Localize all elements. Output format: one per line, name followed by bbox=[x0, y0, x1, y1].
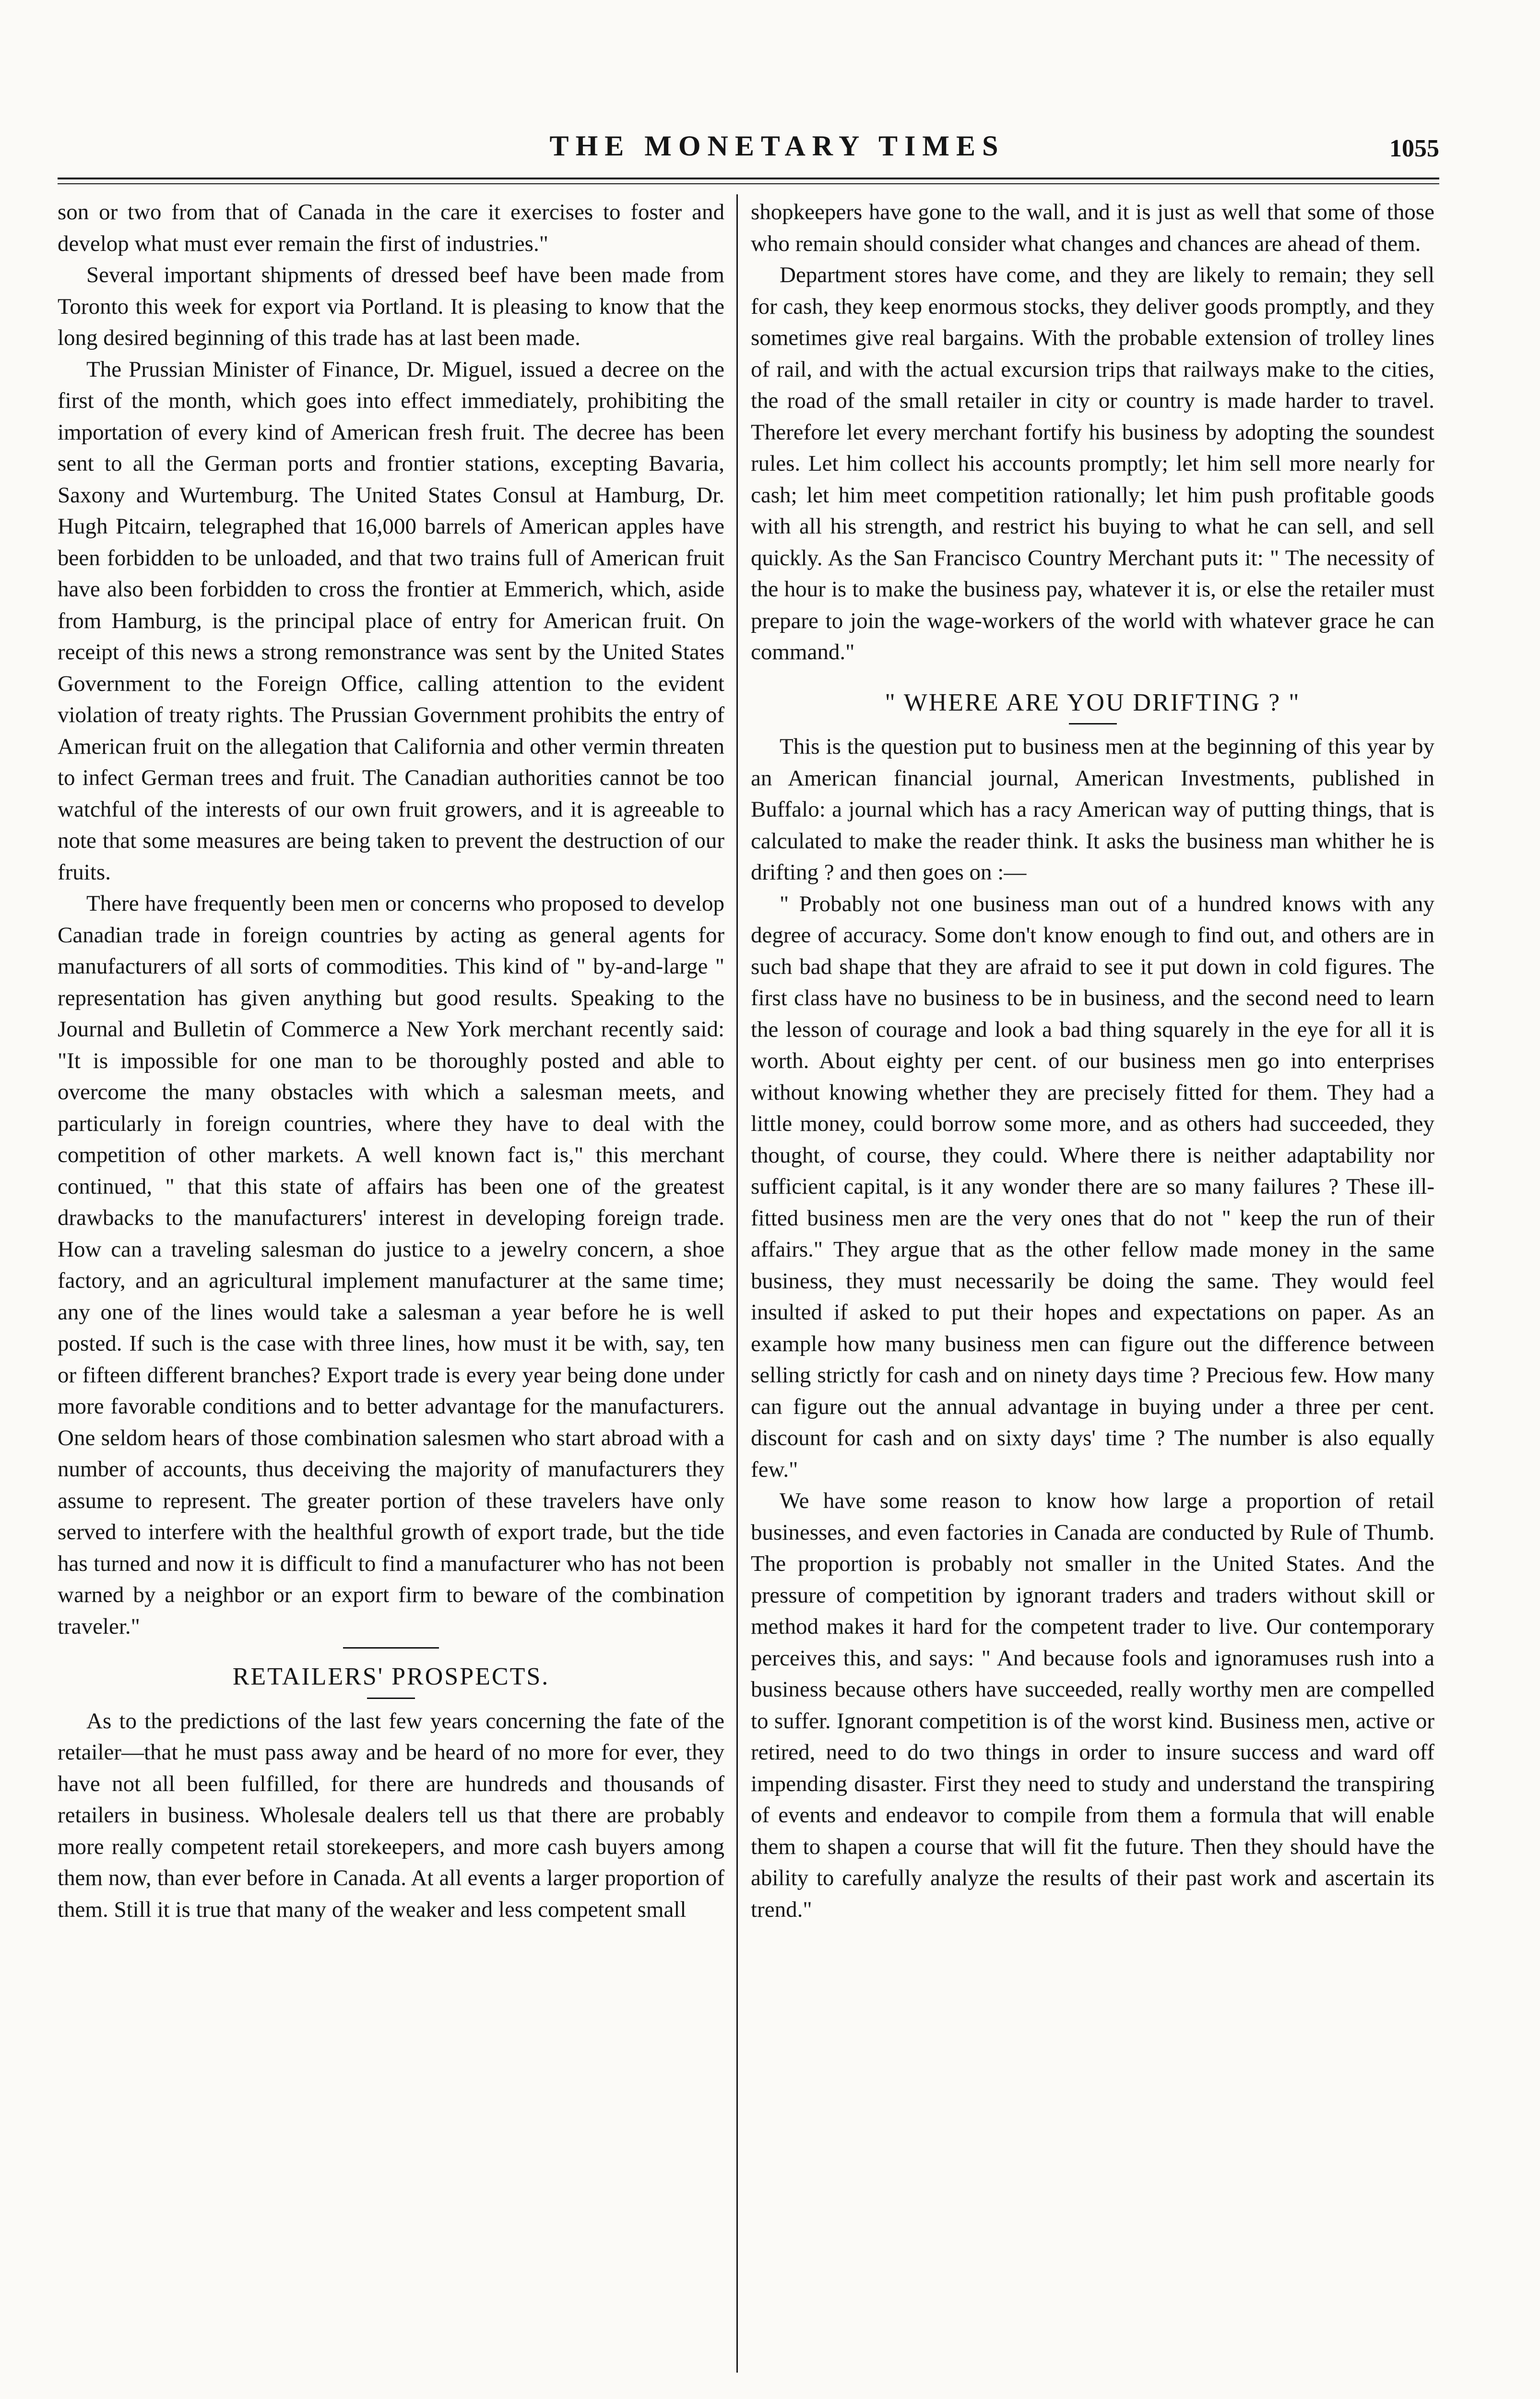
paragraph: We have some reason to know how large a proportion of retail businesses, and even factories in Canada are conducted by Rule of Thumb. The proportion is probably not smaller in the United States. And the pressure of competition by ignorant traders and traders without skill or method makes it hard for the competent trader to live. Our contemporary perceives this, and says: " And because fools and ignoramuses rush into a business because others have succeeded, really worthy men are compelled to suffer. Ignorant competition is of the worst kind. Business men, active or retired, need to do two things in order to insure success and ward off impending disaster. First they need to study and understand the transpiring of events and endeavor to compile from them a formula that will enable them to shapen a course that will fit the future. Then they should have the ability to carefully analyze the results of their past work and ascertain its trend." bbox=[751, 1488, 1434, 1922]
paragraph: son or two from that of Canada in the care it exercises to foster and develop what must ever remain the first of industries." bbox=[58, 200, 724, 256]
paragraph: The Prussian Minister of Finance, Dr. Miguel, issued a decree on the first of the month, which goes into effect immediately, prohibiting the importation of every kind of American fresh fruit. The decree has been sent to all the German ports and frontier stations, excepting Bavaria, Saxony and Wurtemburg. The United States Consul at Hamburg, Dr. Hugh Pitcairn, telegraphed that 16,000 barrels of American apples have been forbidden to be unloaded, and that two trains full of American fruit have also been forbidden to cross the frontier at Emmerich, which, aside from Hamburg, is the principal place of entry for American fruit. On receipt of this news a strong remonstrance was sent by the United States Government to the Foreign Office, calling attention to the evident violation of treaty rights. The Prussian Government prohibits the entry of American fruit on the allegation that California and other vermin threaten to infect German trees and fruit. The Canadian authorities cannot be too watchful of the interests of our own fruit growers, and it is agreeable to note that some measures are being taken to prevent the destruction of our fruits. bbox=[58, 356, 724, 885]
masthead bbox=[58, 130, 1439, 173]
paragraph: " Probably not one business man out of a hundred knows with any degree of accuracy. Some don't know enough to find out, and others are in such bad shape that they are afraid to see it put down in cold figures. The first class have no business to be in business, and the second need to learn the lesson of courage and look a bad thing squarely in the eye for all it is worth. About eighty per cent. of our business men go into enterprises without knowing whether they are precisely fitted for them. They had a little money, could borrow some more, and as others had succeeded, they thought, of course, they could. Where there is neither adaptability nor sufficient capital, is it any wonder there are so many failures ? These ill-fitted business men are the very ones that do not " keep the run of their affairs." They argue that as the other fellow made money in the same business, they must necessarily be doing the same. They would feel insulted if asked to put their hopes and expectations on paper. As an example how many business men can figure out the difference between selling strictly for cash and on ninety days time ? Precious few. How many can figure out the annual advantage in buying under a three per cent. discount for cash and on sixty days' time ? The number is also equally few." bbox=[751, 891, 1434, 1482]
masthead-rule-top bbox=[58, 178, 1439, 179]
page-number: 1055 bbox=[1389, 135, 1439, 162]
paragraph: Several important shipments of dressed beef have been made from Toronto this week for export via Portland. It is pleasing to know that the long desired beginning of this trade has at last been made. bbox=[58, 262, 724, 350]
paragraph: As to the predictions of the last few years concerning the fate of the retailer—that he must pass away and be heard of no more for ever, they have not all been fulfilled, for there are hundreds and thousands of retailers in business. Wholesale dealers tell us that there are probably more really competent retail storekeepers, and more cash buyers among them now, than ever before in Canada. At all events a larger proportion of them. Still it is true that many of the weaker and less competent small bbox=[58, 1708, 724, 1922]
paragraph: shopkeepers have gone to the wall, and it is just as well that some of those who remain should consider what changes and chances are ahead of them. bbox=[751, 200, 1434, 256]
paragraph: This is the question put to business men at the beginning of this year by an American financial journal, American Investments, published in Buffalo: a journal which has a racy American way of putting things, that is calculated to make the reader think. It asks the business man whither he is drifting ? and then goes on :— bbox=[751, 734, 1434, 885]
paragraph: Department stores have come, and they are likely to remain; they sell for cash, they keep enormous stocks, they deliver goods promptly, and they sometimes give real bargains. With the probable extension of trolley lines of rail, and with the actual excursion trips that railways make to the cities, the road of the small retailer in city or country is made harder to travel. Therefore let every merchant fortify his business by adopting the soundest rules. Let him collect his accounts promptly; let him sell more nearly for cash; let him meet competition rationally; let him push profitable goods with all his strength, and restrict his buying to what he can sell, and sell quickly. As the San Francisco Country Merchant puts it: " The necessity of the hour is to make the business pay, whatever it is, or else the retailer must prepare to join the wage-workers of the world with whatever grace he can command." bbox=[751, 262, 1434, 665]
masthead-rule-bottom bbox=[58, 183, 1439, 184]
publication-title: THE MONETARY TIMES bbox=[549, 130, 1005, 162]
section-rule bbox=[343, 1647, 439, 1649]
section-rule bbox=[367, 1698, 415, 1699]
section-heading: " WHERE ARE YOU DRIFTING ? " bbox=[885, 689, 1301, 716]
section-heading: RETAILERS' PROSPECTS. bbox=[232, 1663, 550, 1690]
left-column bbox=[58, 197, 724, 1925]
section-rule bbox=[1069, 723, 1117, 724]
paragraph: There have frequently been men or concerns who proposed to develop Canadian trade in foreign countries by acting as general agents for manufacturers of all sorts of commodities. This kind of " by-and-large " representation has given anything but good results. Speaking to the Journal and Bulletin of Commerce a New York merchant recently said: "It is impossible for one man to be thoroughly posted and able to overcome the many obstacles with which a salesman meets, and particularly in foreign countries, where they have to deal with the competition of other markets. A well known fact is," this merchant continued, " that this state of affairs has been one of the greatest drawbacks to the manufacturers' interest in developing foreign trade. How can a traveling salesman do justice to a jewelry concern, a shoe factory, and an agricultural implement manufacturer at the same time; any one of the lines would take a salesman a year before he is well posted. If such is the case with three lines, how must it be with, say, ten or fifteen different branches? Export trade is every year being done under more favorable conditions and to better advantage for the manufacturers. One seldom hears of those combination salesmen who start abroad with a number of accounts, thus deceiving the majority of manufacturers they assume to represent. The greater portion of these travelers have only served to interfere with the healthful growth of export trade, but the tide has turned and now it is difficult to find a manufacturer who has not been warned by a neighbor or an export firm to beware of the combination traveler." bbox=[58, 891, 724, 1639]
right-column bbox=[751, 197, 1434, 1925]
column-divider bbox=[736, 194, 738, 2373]
